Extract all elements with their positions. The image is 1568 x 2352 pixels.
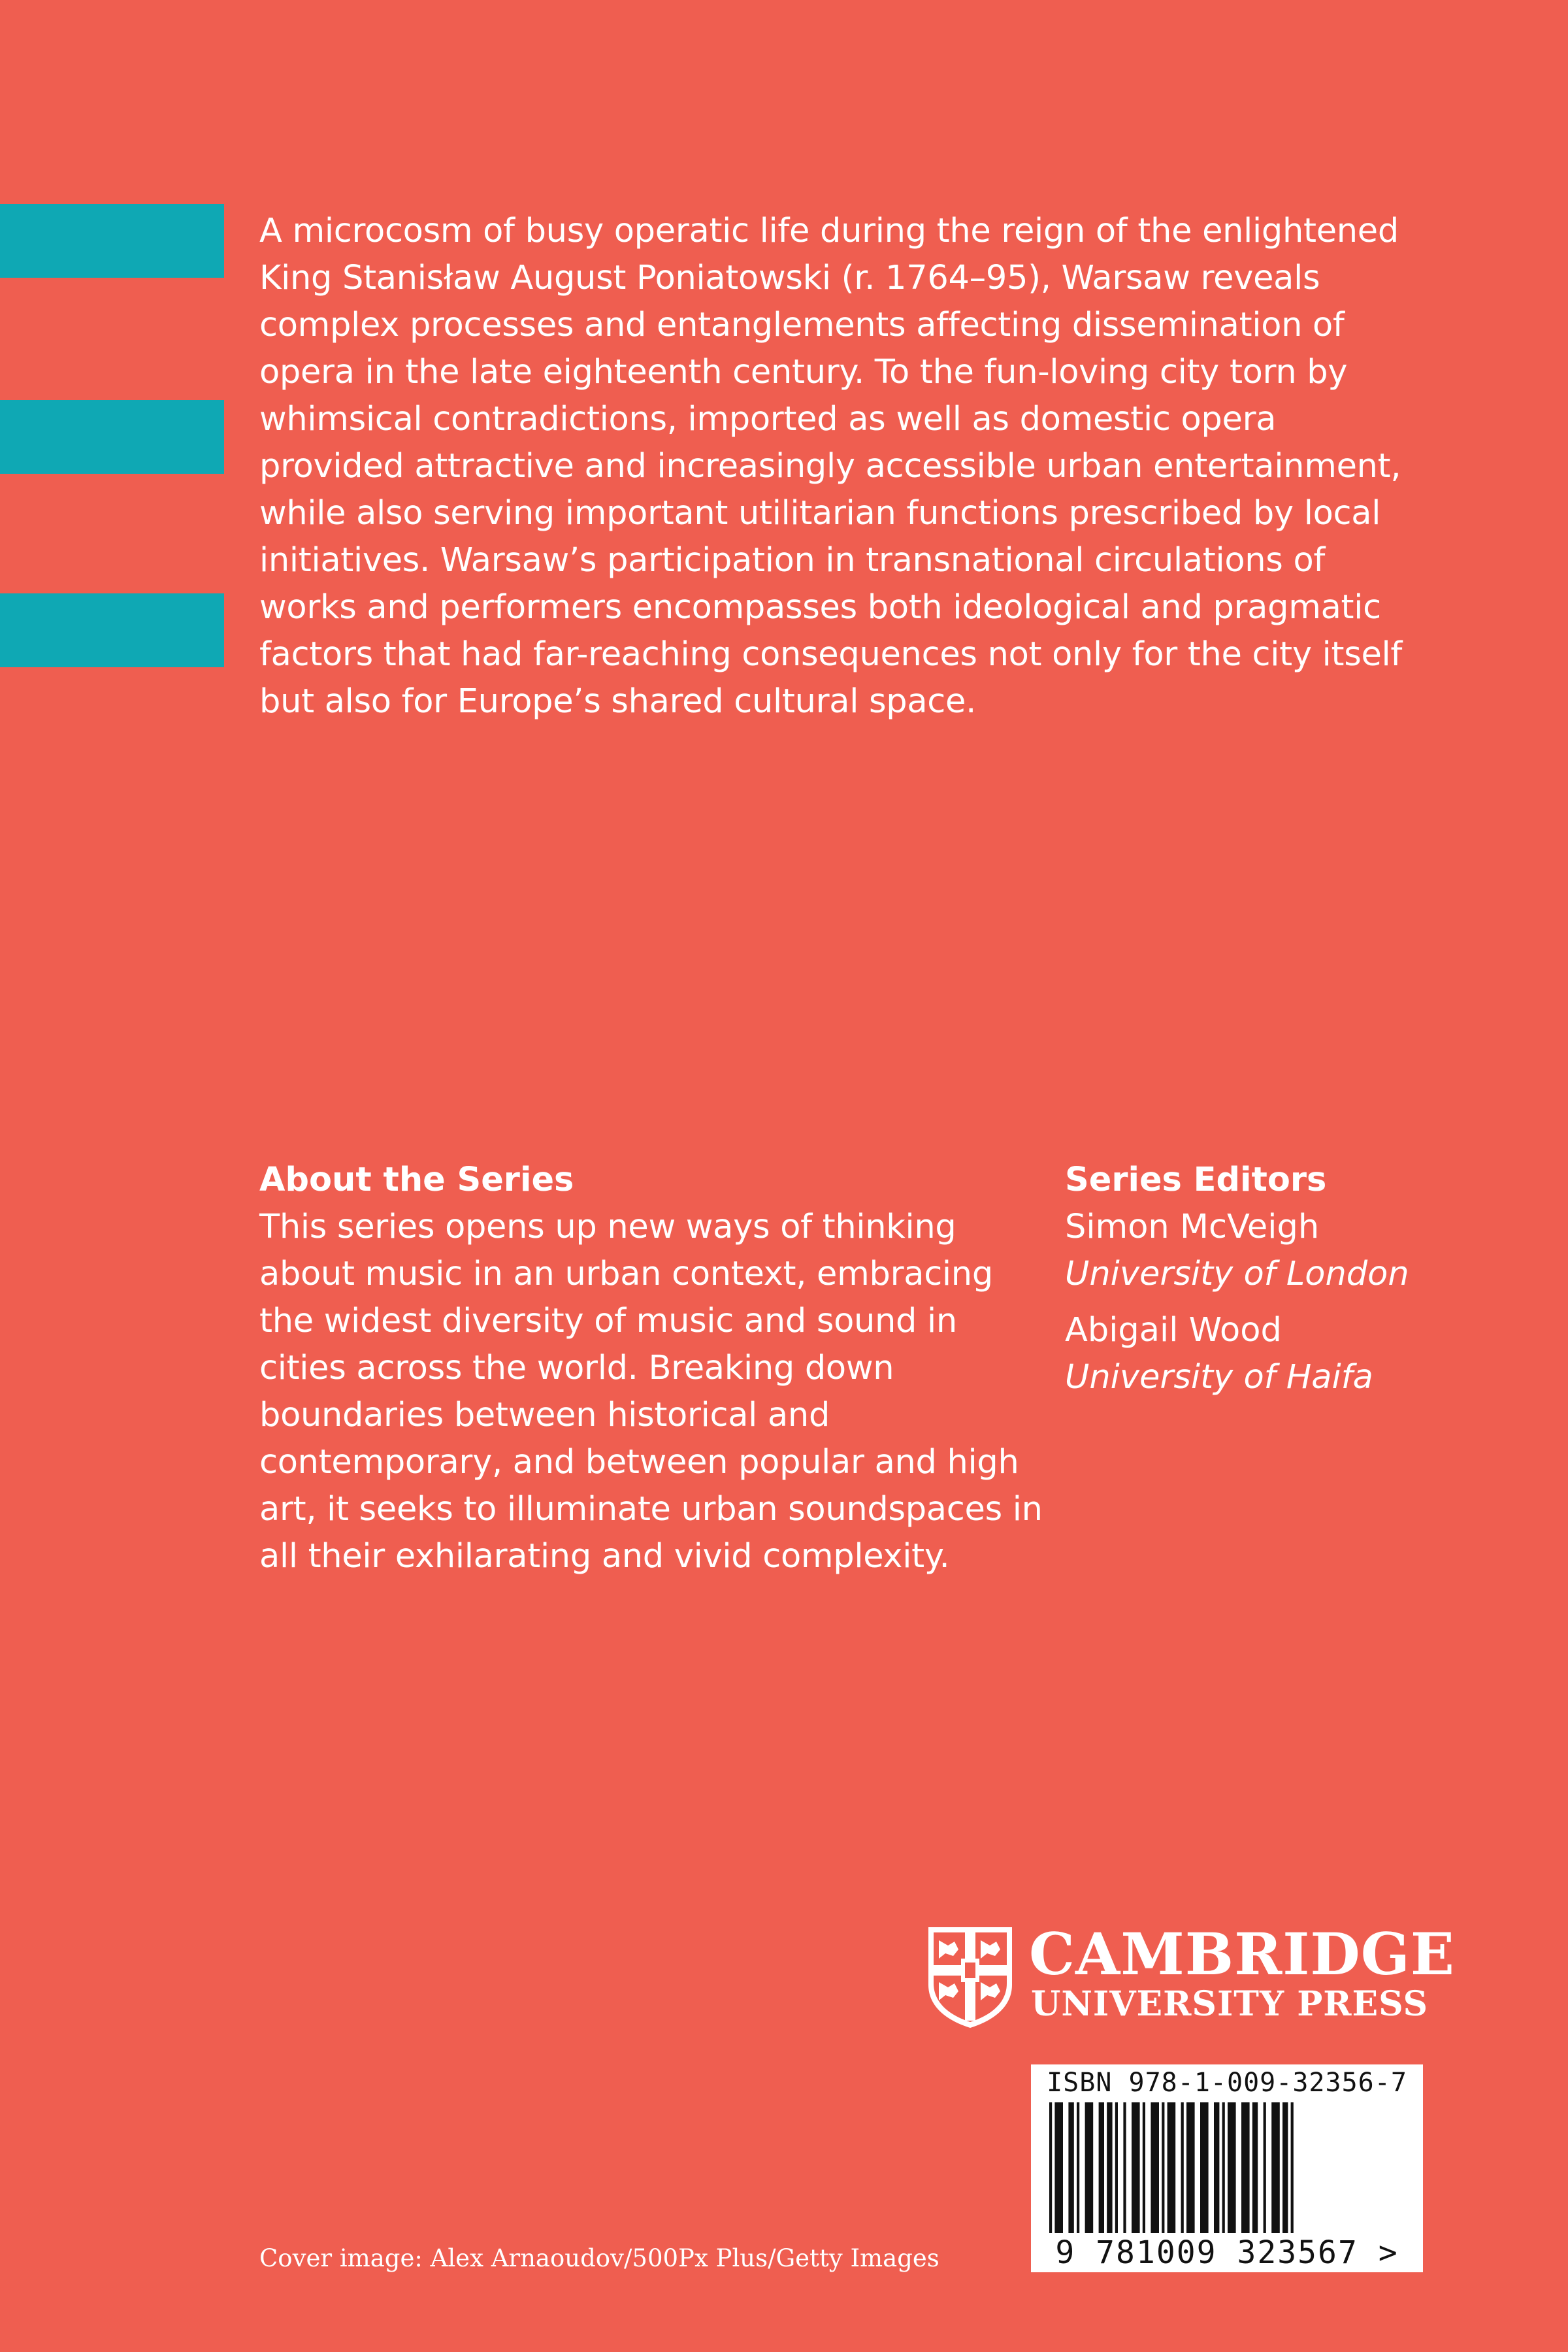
barcode-bar (1077, 2102, 1079, 2233)
barcode-bar (1228, 2102, 1236, 2233)
editor-entry (1065, 1204, 1470, 1298)
barcode-bar (1214, 2102, 1219, 2233)
isbn-digits: 9 781009 323567 > (1055, 2234, 1399, 2271)
editor-entry (1065, 1307, 1470, 1401)
publisher-subtitle: UNIVERSITY PRESS (1031, 1984, 1429, 2024)
barcode-bar (1085, 2102, 1094, 2233)
barcode-bar (1222, 2102, 1225, 2233)
barcode-bar (1168, 2102, 1176, 2233)
accent-bar-bottom (0, 593, 224, 667)
barcode-bar (1132, 2102, 1140, 2233)
editor-name: Simon McVeigh (1065, 1208, 1320, 1246)
barcode-bar (1186, 2102, 1195, 2233)
about-series-section (259, 1157, 1043, 1580)
barcode-bar (1291, 2102, 1294, 2233)
barcode-bar (1115, 2102, 1118, 2233)
publisher-logo (924, 1920, 1455, 2029)
editor-affiliation: University of London (1065, 1255, 1409, 1293)
barcode-bar (1252, 2102, 1258, 2233)
barcode-bar (1049, 2102, 1052, 2233)
barcode-bar (1054, 2102, 1063, 2233)
barcode-bar (1162, 2102, 1164, 2233)
barcode-bar (1068, 2102, 1073, 2233)
accent-bar-top (0, 204, 224, 278)
editor-name: Abigail Wood (1065, 1311, 1282, 1350)
isbn-barcode (1031, 2064, 1423, 2272)
barcode-bar (1099, 2102, 1104, 2233)
series-editors-section (1065, 1157, 1470, 1410)
description-text: A microcosm of busy operatic life during the reign of the enlightened King Stanisław August Poniatowski (r. 1764–95), Warsaw reveals complex processes and entanglements affecting dissemination of opera in the late eighteenth century. To the fun-loving city torn by whimsical contradictions, imported as well as domestic opera provided attractive and increasingly accessible urban entertainment, while also serving important utilitarian functions prescribed by local initiatives. Warsaw’s participation in transnational circulations of works and performers encompasses both ideological and pragmatic factors that had far-reaching consequences not only for the city itself but also for Europe’s shared cultural space. (259, 212, 1403, 721)
about-series-heading: About the Series (259, 1161, 574, 1199)
university-crest-icon (924, 1925, 1016, 2029)
series-editors-heading: Series Editors (1065, 1161, 1327, 1199)
accent-bar-middle (0, 400, 224, 474)
barcode-bar (1241, 2102, 1250, 2233)
barcode-bar (1200, 2102, 1209, 2233)
barcode-bar (1282, 2102, 1288, 2233)
barcode-bar (1181, 2102, 1184, 2233)
cover-image-credit: Cover image: Alex Arnaoudov/500Px Plus/Getty Images (259, 2244, 939, 2272)
barcode-bars (1043, 2102, 1411, 2233)
isbn-label: ISBN 978-1-009-32356-7 (1047, 2068, 1407, 2098)
editor-affiliation: University of Haifa (1065, 1358, 1373, 1397)
publisher-name: CAMBRIDGE (1029, 1920, 1455, 1988)
barcode-bar (1271, 2102, 1280, 2233)
book-description (259, 208, 1422, 725)
about-series-text: This series opens up new ways of thinking about music in an urban context, embracing the widest diversity of music and sound in cities across the world. Breaking down boundaries between historical and contemporary, and between popular and high art, it seeks to illuminate urban soundspaces in all their exhilarating and vivid complexity. (259, 1208, 1043, 1576)
barcode-bar (1107, 2102, 1112, 2233)
barcode-bar (1123, 2102, 1126, 2233)
barcode-bar (1151, 2102, 1159, 2233)
barcode-bar (1143, 2102, 1145, 2233)
barcode-bar (1264, 2102, 1266, 2233)
